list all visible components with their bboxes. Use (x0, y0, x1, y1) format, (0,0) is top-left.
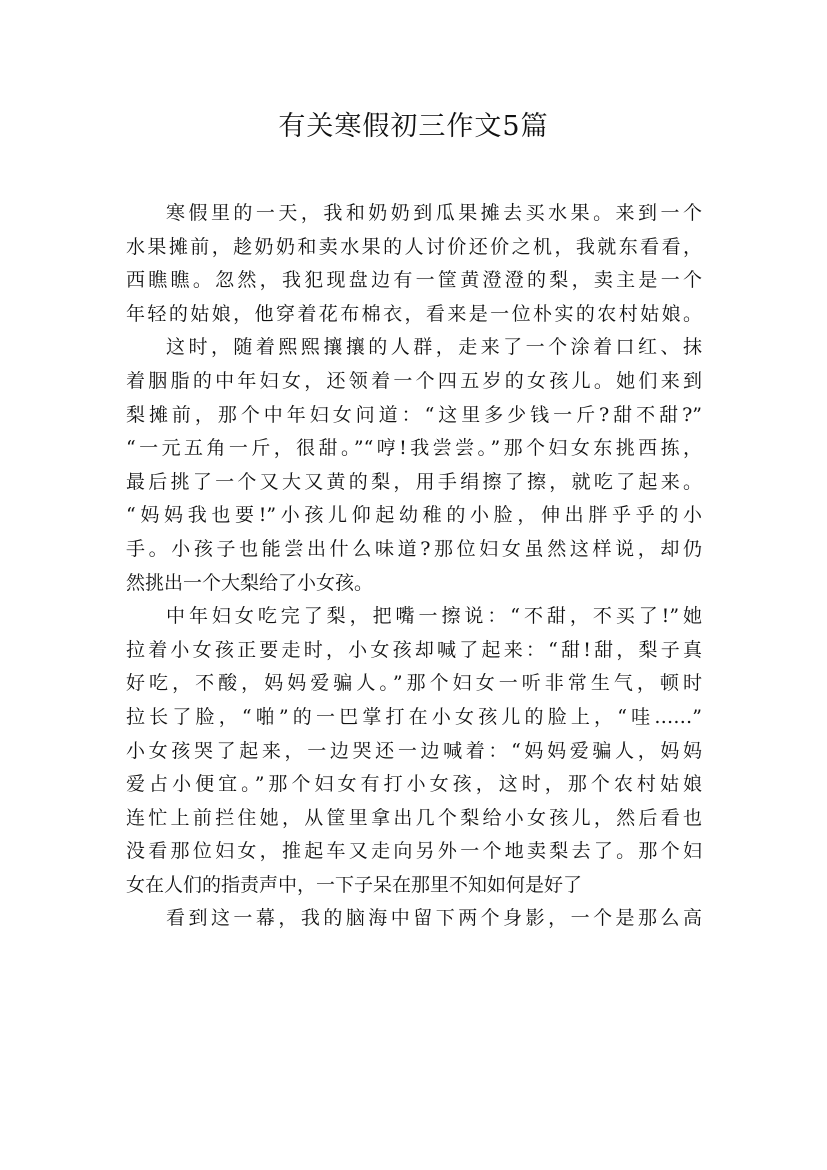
text-line: 这时，随着熙熙攘攘的人群，走来了一个涂着口红、抹 (166, 336, 702, 359)
text-line: “妈妈我也要!”小孩儿仰起幼稚的小脸，伸出胖乎乎的小 (126, 504, 702, 527)
paragraph-2 (126, 331, 702, 600)
paragraph-4 (126, 902, 702, 936)
text-line: 拉长了脸，“啪”的一巴掌打在小女孩儿的脸上，“哇……” (126, 705, 702, 728)
text-line: 水果摊前，趁奶奶和卖水果的人讨价还价之机，我就东看看， (126, 235, 702, 258)
text-line: 连忙上前拦住她，从筐里拿出几个梨给小女孩儿，然后看也 (126, 806, 702, 829)
text-line: 没看那位妇女，推起车又走向另外一个地卖梨去了。那个妇 (126, 840, 702, 863)
text-line: 拉着小女孩正要走时，小女孩却喊了起来：“甜!甜，梨子真 (126, 638, 702, 661)
paragraph-3 (126, 600, 702, 902)
text-line: 西瞧瞧。忽然，我犯现盘边有一筐黄澄澄的梨，卖主是一个 (126, 269, 702, 292)
text-line: 女在人们的指责声中，一下子呆在那里不知如何是好了 (126, 873, 583, 896)
text-line: 爱占小便宜。”那个妇女有打小女孩，这时，那个农村姑娘 (126, 773, 702, 796)
text-line: 手。小孩子也能尝出什么味道?那位妇女虽然这样说，却仍 (126, 537, 702, 560)
text-line: 小女孩哭了起来，一边哭还一边喊着：“妈妈爱骗人，妈妈 (126, 739, 702, 762)
text-line: 着胭脂的中年妇女，还领着一个四五岁的女孩儿。她们来到 (126, 369, 702, 392)
document-body (126, 197, 702, 936)
text-line: “一元五角一斤，很甜。”“哼!我尝尝。”那个妇女东挑西拣， (126, 437, 702, 460)
text-line: 看到这一幕，我的脑海中留下两个身影，一个是那么高 (166, 907, 702, 930)
text-line: 寒假里的一天，我和奶奶到瓜果摊去买水果。来到一个 (166, 202, 702, 224)
paragraph-1 (126, 197, 702, 331)
text-line: 年轻的姑娘，他穿着花布棉衣，看来是一位朴实的农村姑娘。 (126, 302, 702, 325)
text-line: 然挑出一个大梨给了小女孩。 (126, 571, 374, 594)
text-line: 中年妇女吃完了梨，把嘴一擦说：“不甜，不买了!”她 (166, 605, 702, 628)
text-line: 好吃，不酸，妈妈爱骗人。”那个妇女一听非常生气，顿时 (126, 672, 702, 695)
text-line: 最后挑了一个又大又黄的梨，用手绢擦了擦，就吃了起来。 (126, 470, 702, 493)
text-line: 梨摊前，那个中年妇女问道：“这里多少钱一斤?甜不甜?” (126, 403, 702, 426)
document-title: 有关寒假初三作文5篇 (278, 111, 549, 142)
